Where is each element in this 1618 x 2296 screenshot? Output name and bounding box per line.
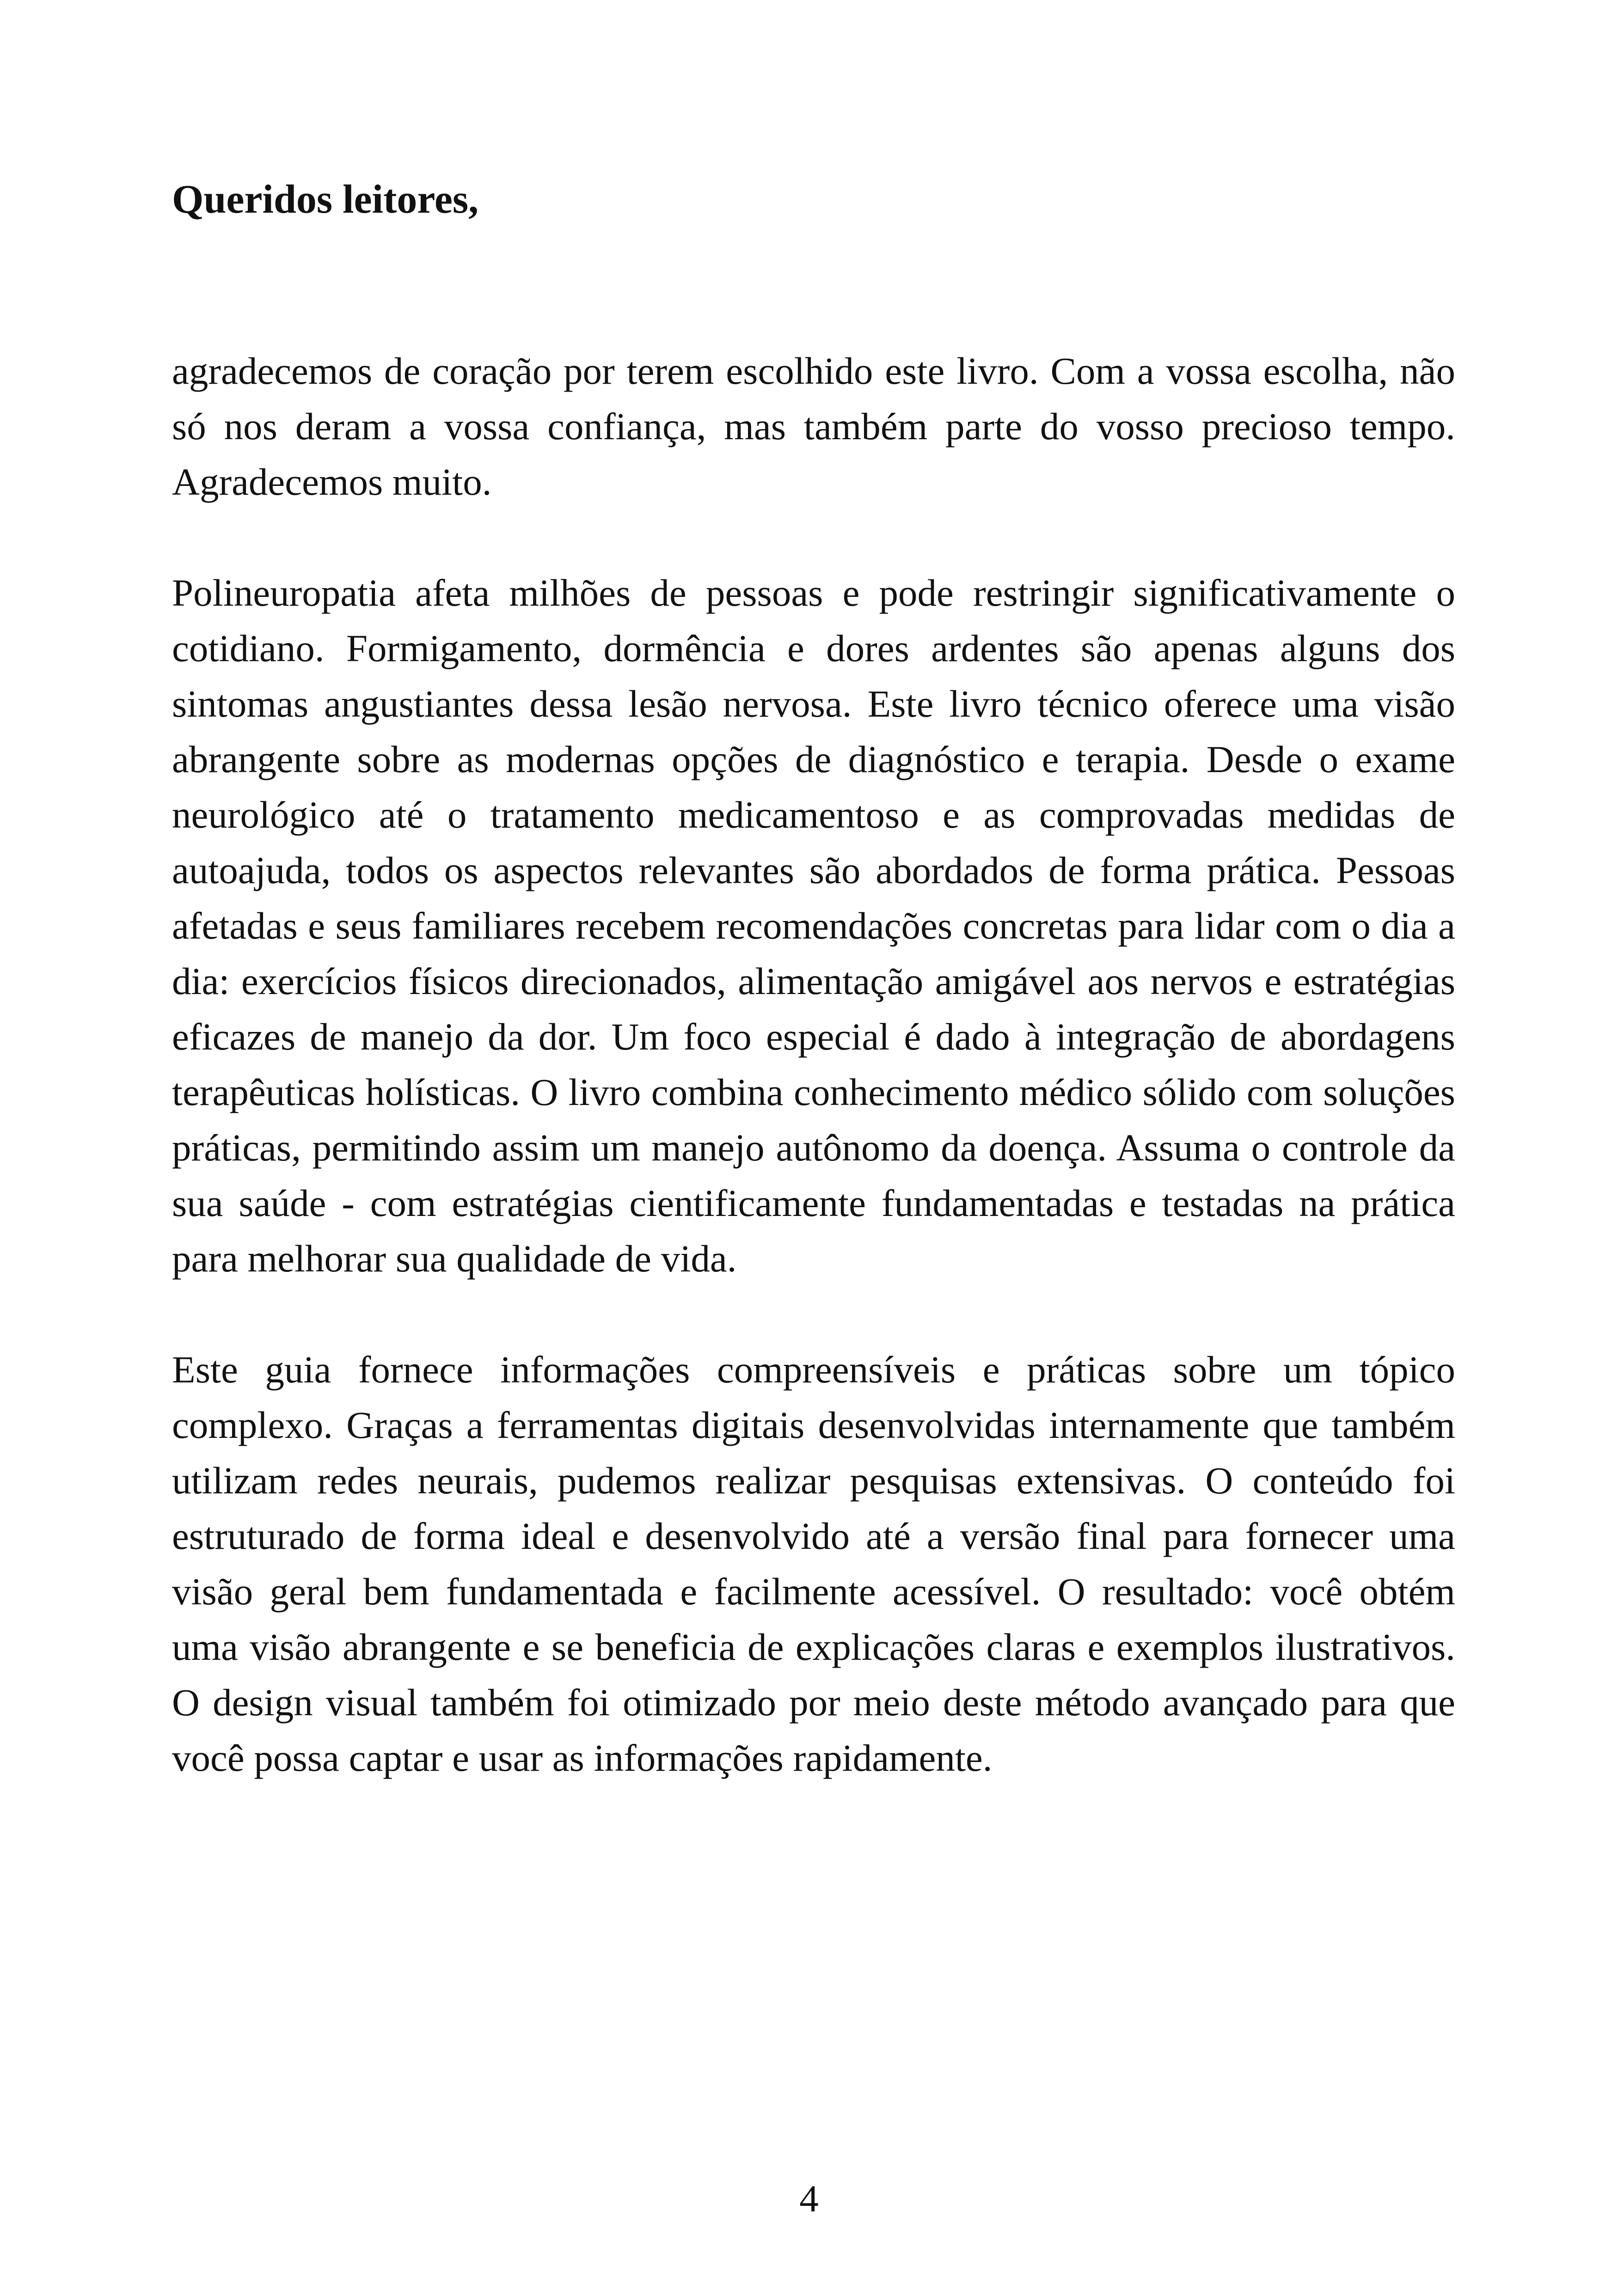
paragraph-guide-method: Este guia fornece informações compreensíveis e práticas sobre um tópico complexo. Graças a ferramentas digitais desenvolvidas internamente que também utilizam redes neurais, pudemos realizar pesquisas extensivas. O conteúdo foi estruturado de forma ideal e desenvolvido até a versão final para fornecer uma visão geral bem fundamentada e facilmente acessível. O resultado: você obtém uma visão abrangente e se beneficia de explicações claras e exemplos ilustrativos. O design visual também foi otimizado por meio deste método avançado para que você possa captar e usar as informações rapidamente. [172, 1348, 1455, 1779]
page-content [172, 172, 1455, 1786]
paragraph-thanks: agradecemos de coração por terem escolhido este livro. Com a vossa escolha, não só nos deram a vossa confiança, mas também parte do vosso precioso tempo. Agradecemos muito. [172, 350, 1455, 503]
greeting-heading: Queridos leitores, [172, 177, 479, 222]
paragraph-book-summary: Polineuropatia afeta milhões de pessoas e pode restringir significativamente o cotidiano. Formigamento, dormência e dores ardentes são apenas alguns dos sintomas angustiantes dessa lesão nervosa. Este livro técnico oferece uma visão abrangente sobre as modernas opções de diagnóstico e terapia. Desde o exame neurológico até o tratamento medicamentoso e as comprovadas medidas de autoajuda, todos os aspectos relevantes são abordados de forma prática. Pessoas afetadas e seus familiares recebem recomendações concretas para lidar com o dia a dia: exercícios físicos direcionados, alimentação amigável aos nervos e estratégias eficazes de manejo da dor. Um foco especial é dado à integração de abordagens terapêuticas holísticas. O livro combina conhecimento médico sólido com soluções práticas, permitindo assim um manejo autônomo da doença. Assuma o controle da sua saúde - com estratégias cientificamente fundamentadas e testadas na prática para melhorar sua qualidade de vida. [172, 571, 1455, 1280]
page-number: 4 [799, 2177, 819, 2220]
